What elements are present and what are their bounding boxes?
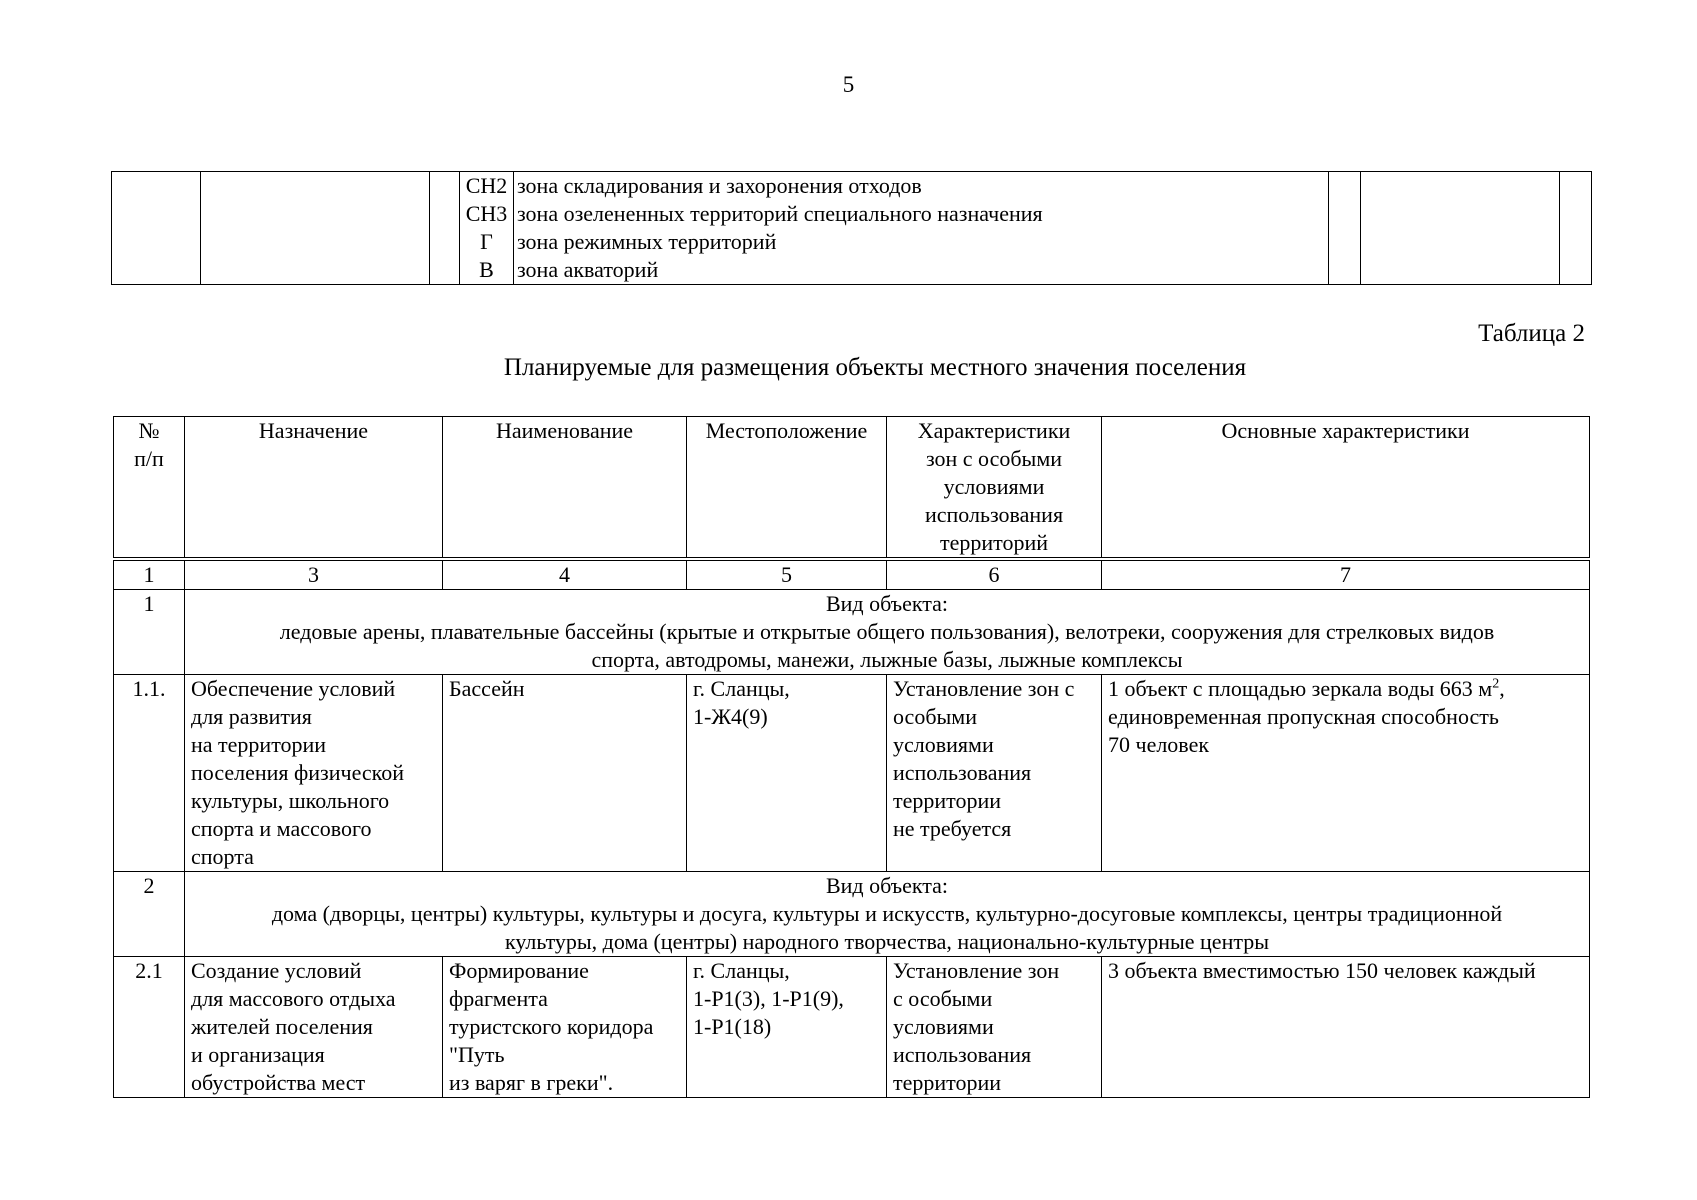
header-num	[114, 417, 185, 560]
zone-code: СН2	[465, 173, 508, 198]
header-zones-line: Характеристики	[917, 418, 1071, 443]
purpose-line: Обеспечение условий	[191, 676, 396, 701]
header-location: Местоположение	[687, 417, 887, 560]
section-number: 2	[114, 872, 185, 957]
kind-line: ледовые арены, плавательные бассейны (крытые и открытые общего пользования), велотреки, сооружения для стрелковых видов	[279, 619, 1495, 644]
kind-label: Вид объекта:	[825, 591, 949, 616]
kind-line: спорта, автодромы, манежи, лыжные базы, лыжные комплексы	[591, 647, 1183, 672]
name-line: "Путь	[449, 1042, 505, 1067]
empty-cell	[112, 172, 201, 285]
zones-line: использования	[893, 760, 1032, 785]
header-zones-line: зон с особыми	[925, 446, 1063, 471]
row-purpose	[185, 957, 443, 1098]
table-row	[112, 172, 1592, 285]
table-label: Таблица 2	[1478, 320, 1585, 347]
name-line: фрагмента	[449, 986, 548, 1011]
header-num-line: п/п	[134, 446, 164, 471]
zone-codes-cell	[460, 172, 514, 285]
column-number: 1	[114, 559, 185, 590]
zones-line: использования	[893, 1042, 1032, 1067]
empty-cell	[430, 172, 460, 285]
header-num-line: №	[138, 418, 160, 443]
row-number: 2.1	[114, 957, 185, 1098]
zones-line: не требуется	[893, 816, 1012, 841]
header-zones-line: условиями	[943, 474, 1045, 499]
header-purpose: Назначение	[185, 417, 443, 560]
header-zones-line: территорий	[939, 530, 1049, 555]
purpose-line: поселения физической	[191, 760, 405, 785]
main-line	[1108, 675, 1583, 703]
header-main: Основные характеристики	[1102, 417, 1590, 560]
zone-label: зона акваторий	[517, 257, 659, 282]
purpose-line: Создание условий	[191, 958, 362, 983]
column-number: 7	[1102, 559, 1590, 590]
table-row	[114, 675, 1590, 872]
table-title: Планируемые для размещения объекты местного значения поселения	[503, 354, 1247, 381]
location-line: 1-Ж4(9)	[693, 704, 768, 729]
purpose-line: и организация	[191, 1042, 325, 1067]
row-purpose	[185, 675, 443, 872]
zone-code: СН3	[465, 201, 508, 226]
zone-label: зона складирования и захоронения отходов	[517, 173, 922, 198]
table-row	[114, 957, 1590, 1098]
superscript: 2	[1492, 676, 1500, 692]
kind-line: культуры, дома (центры) народного творчества, национально-культурные центры	[504, 929, 1270, 954]
purpose-line: спорта и массового	[191, 816, 372, 841]
kind-line: дома (дворцы, центры) культуры, культуры и досуга, культуры и искусств, культурно-досуговые комплексы, центры традиционной	[271, 901, 1503, 926]
zones-line: особыми	[893, 704, 977, 729]
main-line: 70 человек	[1108, 732, 1210, 757]
name-line: из варяг в греки".	[449, 1070, 614, 1095]
location-line: г. Сланцы,	[693, 676, 790, 701]
empty-cell	[201, 172, 430, 285]
main-text-end: ,	[1499, 676, 1505, 701]
main-text: 1 объект с площадью зеркала воды 663 м	[1108, 676, 1493, 701]
name-line: туристского коридора	[449, 1014, 654, 1039]
column-number: 6	[887, 559, 1102, 590]
row-zones	[887, 675, 1102, 872]
objects-table	[113, 416, 1590, 1098]
row-main	[1102, 675, 1590, 872]
kind-label: Вид объекта:	[825, 873, 949, 898]
purpose-line: для массового отдыха	[191, 986, 396, 1011]
header-name: Наименование	[443, 417, 687, 560]
column-number: 3	[185, 559, 443, 590]
row-location	[687, 675, 887, 872]
zone-code: В	[479, 257, 494, 282]
column-numbers-row	[114, 559, 1590, 590]
main-line: 3 объекта вместимостью 150 человек каждый	[1108, 958, 1536, 983]
zone-label: зона режимных территорий	[517, 229, 777, 254]
zones-line: условиями	[893, 1014, 994, 1039]
location-line: 1-Р1(3), 1-Р1(9),	[693, 986, 844, 1011]
purpose-line: обустройства мест	[191, 1070, 366, 1095]
zones-line: Установление зон с	[893, 676, 1075, 701]
section-kind	[185, 590, 1590, 675]
section-kind-row	[114, 590, 1590, 675]
header-zones-line: использования	[924, 502, 1064, 527]
empty-cell	[1361, 172, 1560, 285]
name-line: Бассейн	[449, 676, 525, 701]
row-name	[443, 675, 687, 872]
purpose-line: спорта	[191, 844, 254, 869]
purpose-line: на территории	[191, 732, 327, 757]
purpose-line: жителей поселения	[191, 1014, 373, 1039]
zones-line: территории	[893, 788, 1002, 813]
page-number: 5	[842, 72, 855, 97]
zone-labels-cell	[514, 172, 1329, 285]
row-name	[443, 957, 687, 1098]
row-zones	[887, 957, 1102, 1098]
row-main	[1102, 957, 1590, 1098]
section-number: 1	[114, 590, 185, 675]
section-kind	[185, 872, 1590, 957]
zones-line: Установление зон	[893, 958, 1060, 983]
empty-cell	[1329, 172, 1361, 285]
row-location	[687, 957, 887, 1098]
empty-cell	[1560, 172, 1592, 285]
zones-line: территории	[893, 1070, 1002, 1095]
header-zones	[887, 417, 1102, 560]
location-line: г. Сланцы,	[693, 958, 790, 983]
location-line: 1-Р1(18)	[693, 1014, 772, 1039]
main-line: единовременная пропускная способность	[1108, 704, 1499, 729]
purpose-line: для развития	[191, 704, 312, 729]
purpose-line: культуры, школьного	[191, 788, 390, 813]
zones-line: с особыми	[893, 986, 993, 1011]
table-header-row	[114, 417, 1590, 560]
section-kind-row	[114, 872, 1590, 957]
column-number: 5	[687, 559, 887, 590]
zone-code: Г	[480, 229, 493, 254]
zone-label: зона озелененных территорий специального назначения	[517, 201, 1043, 226]
continuation-table	[111, 171, 1592, 285]
column-number: 4	[443, 559, 687, 590]
name-line: Формирование	[449, 958, 589, 983]
zones-line: условиями	[893, 732, 994, 757]
row-number: 1.1.	[114, 675, 185, 872]
